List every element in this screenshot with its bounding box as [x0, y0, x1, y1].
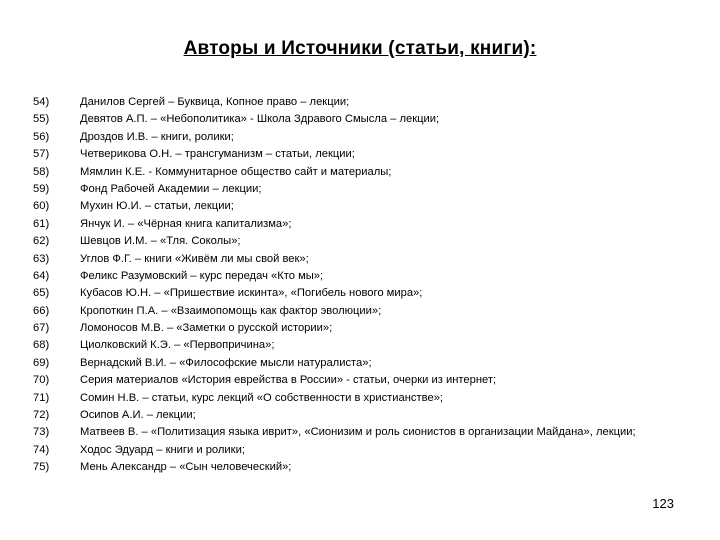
list-item-text: Кубасов Ю.Н. – «Пришествие искинта», «Погибель нового мира»;	[80, 287, 423, 300]
list-item	[33, 129, 703, 146]
list-item-text: Четверикова О.Н. – трансгуманизм – статьи, лекции;	[80, 148, 355, 161]
list-item-number: 69)	[33, 356, 50, 369]
list-item	[33, 442, 703, 459]
list-item	[33, 459, 703, 476]
list-item-text: Серия материалов «История еврейства в России» - статьи, очерки из интернет;	[80, 374, 497, 387]
list-item-number: 63)	[33, 252, 50, 265]
list-item-text: Янчук И. – «Чёрная книга капитализма»;	[80, 217, 292, 230]
list-item	[33, 303, 703, 320]
list-item	[33, 355, 703, 372]
list-item-number: 72)	[33, 409, 50, 422]
list-item	[33, 337, 703, 354]
list-item-text: Фонд Рабочей Академии – лекции;	[80, 182, 262, 195]
list-item-number: 68)	[33, 339, 50, 352]
list-item-text: Кропоткин П.А. – «Взаимопомощь как фактор эволюции»;	[80, 304, 382, 317]
list-item	[33, 424, 703, 441]
list-item-text: Осипов А.И. – лекции;	[80, 409, 196, 422]
list-item	[33, 198, 703, 215]
list-item-number: 70)	[33, 374, 50, 387]
list-item	[33, 181, 703, 198]
list-item-number: 73)	[33, 426, 50, 439]
list-item-text: Матвеев В. – «Политизация языка иврит», «Сионизим и роль сионистов в организации Майдана», лекции;	[80, 426, 636, 439]
list-item-number: 58)	[33, 165, 50, 178]
list-item	[33, 407, 703, 424]
list-item-text: Данилов Сергей – Буквица, Копное право – лекции;	[80, 96, 350, 108]
list-item-number: 74)	[33, 443, 50, 456]
list-item	[33, 216, 703, 233]
list-item-text: Сомин Н.В. – статьи, курс лекций «О собственности в христианстве»;	[80, 391, 444, 404]
list-item-text: Циолковский К.Э. – «Первопричина»;	[80, 339, 275, 352]
list-item	[33, 285, 703, 302]
list-item	[33, 146, 703, 163]
list-item-number: 66)	[33, 304, 50, 317]
list-item-number: 71)	[33, 391, 50, 404]
list-item	[33, 94, 703, 111]
list-item-text: Девятов А.П. – «Небополитика» - Школа Здравого Смысла – лекции;	[80, 113, 440, 126]
list-item	[33, 164, 703, 181]
list-item-text: Мямлин К.Е. - Коммунитарное общество сайт и материалы;	[80, 165, 392, 178]
list-item	[33, 268, 703, 285]
list-item-text: Дроздов И.В. – книги, ролики;	[80, 130, 234, 143]
list-item	[33, 251, 703, 268]
list-item-number: 62)	[33, 235, 50, 248]
list-item-text: Вернадский В.И. – «Философские мысли натуралиста»;	[80, 356, 372, 369]
list-item-text: Углов Ф.Г. – книги «Живём ли мы свой век»;	[80, 252, 309, 265]
list-item-number: 56)	[33, 130, 50, 143]
slide-title: Авторы и Источники (статьи, книги):	[183, 38, 537, 59]
list-item-number: 55)	[33, 113, 50, 126]
list-item-number: 54)	[33, 96, 50, 108]
source-list	[33, 94, 703, 477]
list-item	[33, 372, 703, 389]
list-item-number: 67)	[33, 322, 50, 335]
list-item-text: Ходос Эдуард – книги и ролики;	[80, 443, 245, 456]
list-item-number: 59)	[33, 182, 50, 195]
list-item-number: 61)	[33, 217, 50, 230]
list-item	[33, 233, 703, 250]
list-item-text: Шевцов И.М. – «Тля. Соколы»;	[80, 235, 241, 248]
list-item	[33, 390, 703, 407]
list-item-number: 75)	[33, 461, 50, 474]
list-item	[33, 320, 703, 337]
page-number: 123	[652, 496, 674, 511]
list-item-number: 57)	[33, 148, 50, 161]
list-item-number: 60)	[33, 200, 50, 213]
list-item-text: Феликс Разумовский – курс передач «Кто мы»;	[80, 269, 324, 282]
list-item-number: 64)	[33, 269, 50, 282]
list-item-text: Ломоносов М.В. – «Заметки о русской истории»;	[80, 322, 333, 335]
list-item	[33, 111, 703, 128]
list-item-number: 65)	[33, 287, 50, 300]
list-item-text: Мухин Ю.И. – статьи, лекции;	[80, 200, 234, 213]
list-item-text: Мень Александр – «Сын человеческий»;	[80, 461, 292, 474]
